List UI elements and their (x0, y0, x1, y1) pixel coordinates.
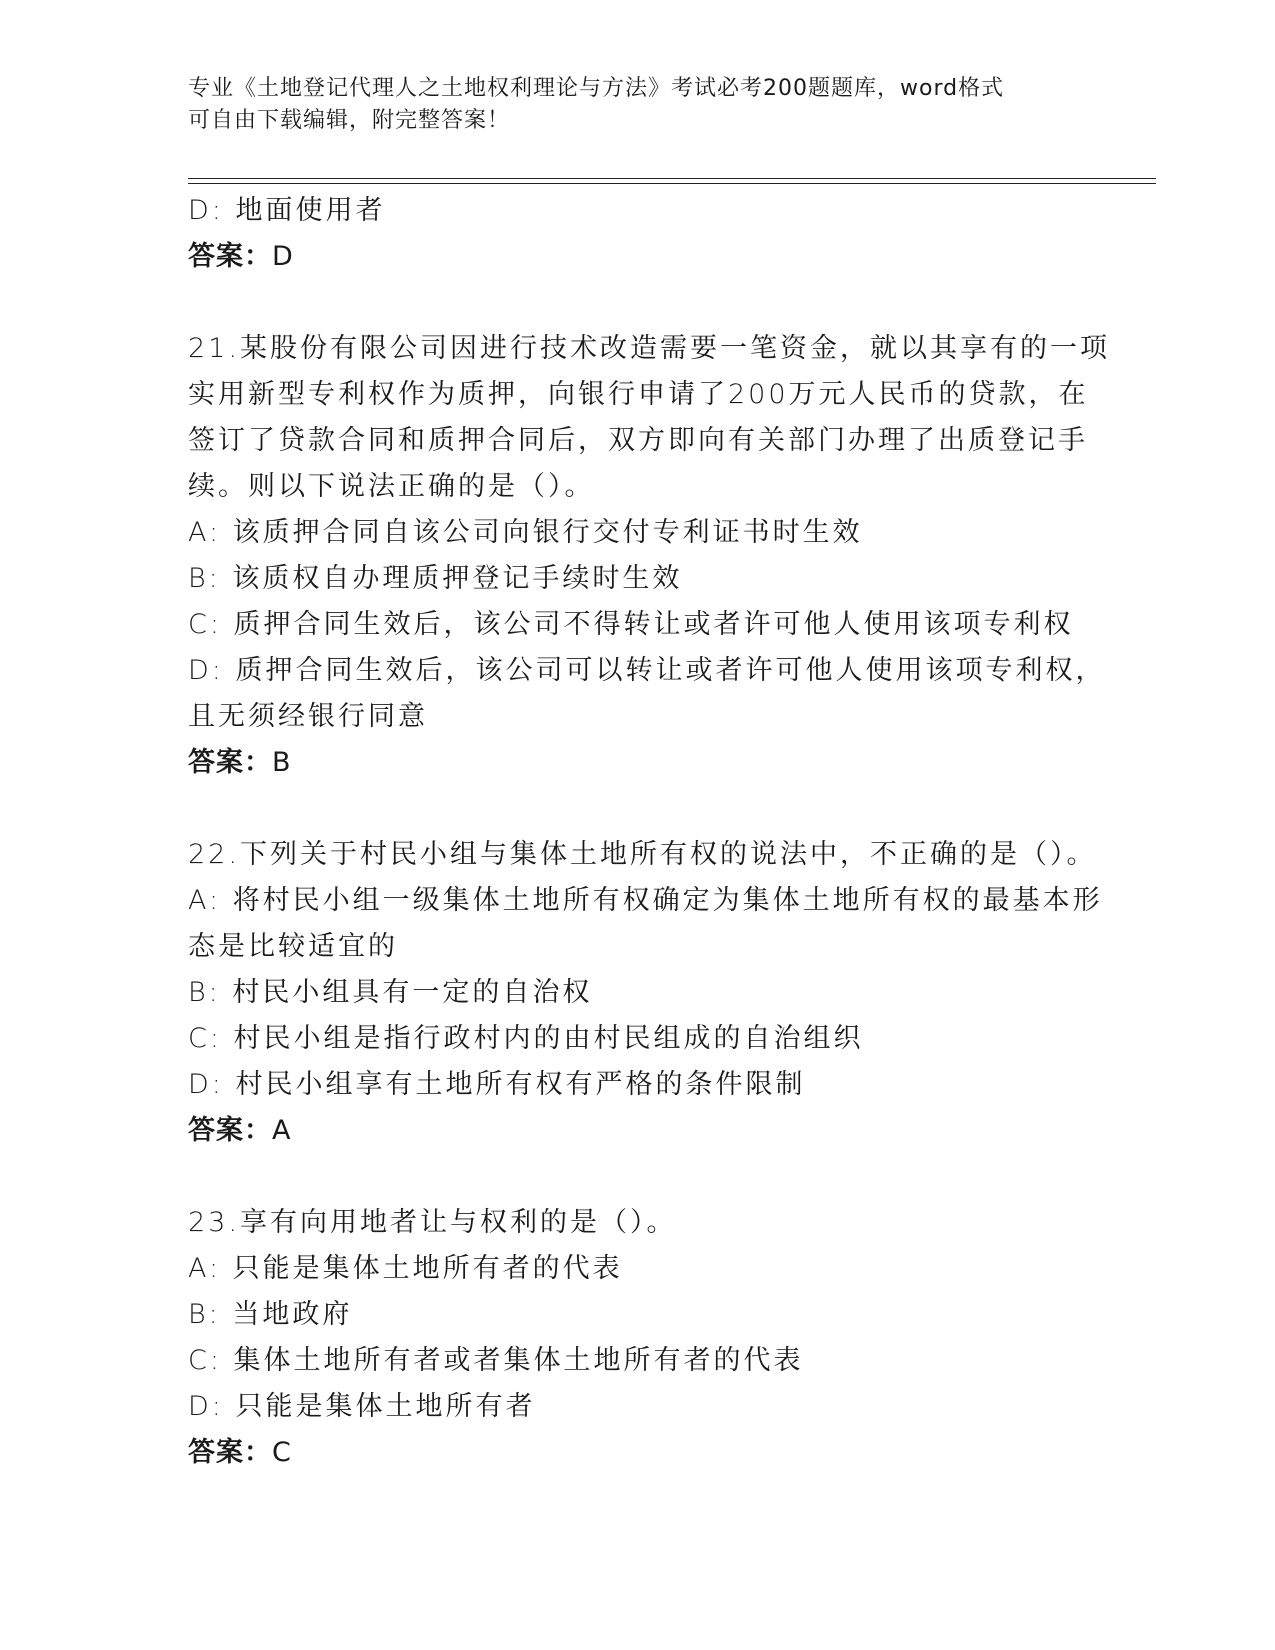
header-line-2: 可自由下载编辑，附完整答案！ (188, 108, 511, 133)
question-list (188, 188, 1110, 1476)
answer-label: 答案： (188, 747, 272, 778)
text-line: B: 村民小组具有一定的自治权 (188, 977, 593, 1008)
text-line: 21.某股份有限公司因进行技术改造需要一笔资金，就以其享有的一项 (188, 333, 1110, 364)
answer-line (188, 1108, 1088, 1154)
answer-line (188, 234, 1088, 280)
text-line: A: 将村民小组一级集体土地所有权确定为集体土地所有权的最基本形 (188, 885, 1103, 916)
text-line: 态是比较适宜的 (188, 931, 398, 962)
block-spacer (188, 280, 1088, 326)
text-line: 实用新型专利权作为质押，向银行申请了200万元人民币的贷款，在 (188, 379, 1089, 410)
text-line: D: 只能是集体土地所有者 (188, 1391, 536, 1422)
text-line: 续。则以下说法正确的是（）。 (188, 471, 595, 502)
answer-value: D (272, 241, 294, 272)
text-line: B: 当地政府 (188, 1299, 353, 1330)
text-line: C: 村民小组是指行政村内的由村民组成的自治组织 (188, 1023, 864, 1054)
text-line: D: 质押合同生效后，该公司可以转让或者许可他人使用该项专利权， (188, 655, 1106, 686)
text-line: A: 只能是集体土地所有者的代表 (188, 1253, 623, 1284)
text-line: C: 集体土地所有者或者集体土地所有者的代表 (188, 1345, 804, 1376)
header-divider-bottom (188, 183, 1156, 184)
header-line-1: 专业《土地登记代理人之土地权利理论与方法》考试必考200题题库，word格式 (188, 76, 1005, 101)
document-header (188, 73, 1088, 137)
text-line: A: 该质押合同自该公司向银行交付专利证书时生效 (188, 517, 863, 548)
answer-value: B (272, 747, 292, 778)
text-line: 签订了贷款合同和质押合同后，双方即向有关部门办理了出质登记手 (188, 425, 1088, 456)
answer-label: 答案： (188, 1115, 272, 1146)
text-line: 且无须经银行同意 (188, 701, 428, 732)
answer-value: C (272, 1437, 292, 1468)
header-divider-top (188, 178, 1156, 179)
text-line: D: 村民小组享有土地所有权有严格的条件限制 (188, 1069, 806, 1100)
answer-label: 答案： (188, 241, 272, 272)
block-spacer (188, 786, 1088, 832)
text-line: C: 质押合同生效后，该公司不得转让或者许可他人使用该项专利权 (188, 609, 1074, 640)
text-line: 23.享有向用地者让与权利的是（）。 (188, 1207, 677, 1238)
answer-value: A (272, 1115, 292, 1146)
text-line: B: 该质权自办理质押登记手续时生效 (188, 563, 683, 594)
text-line: D: 地面使用者 (188, 195, 386, 226)
text-line: 22.下列关于村民小组与集体土地所有权的说法中，不正确的是（）。 (188, 839, 1097, 870)
answer-line (188, 1430, 1088, 1476)
block-spacer (188, 1154, 1088, 1200)
answer-line (188, 740, 1088, 786)
answer-label: 答案： (188, 1437, 272, 1468)
